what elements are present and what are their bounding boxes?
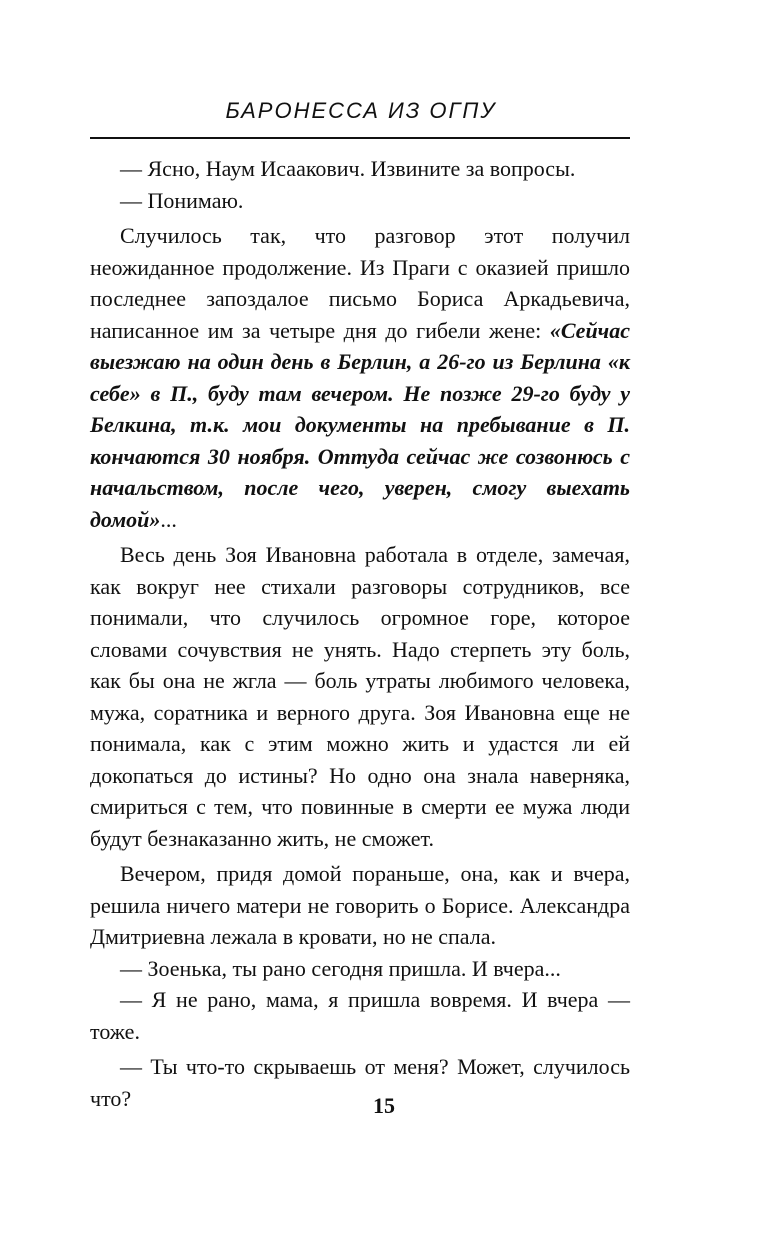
paragraph: — Ясно, Наум Исаакович. Извините за вопросы. bbox=[120, 156, 576, 181]
header-rule bbox=[90, 137, 630, 139]
paragraph: Весь день Зоя Ивановна работала в отделе, замечая, как вокруг нее стихали разговоры сотрудников, все понимали, что случилось огромное горе, которое словами сочувствия не унять. Надо стерпеть эту боль, как бы она не жгла — боль утраты любимого человека, мужа, соратника и верного друга. Зоя Ивановна еще не понимала, как с этим можно жить и удастся ли ей докопаться до истины? Но одно она знала наверняка, смириться с тем, что повинные в смерти ее мужа люди будут безнаказанно жить, не сможет. bbox=[90, 542, 630, 851]
paragraph bbox=[90, 220, 630, 535]
paragraph-text: Случилось так, что разговор этот получил неожиданное продолжение. Из Праги с оказией пришло последнее запоздалое письмо Бориса Аркадьевича, написанное им за четыре дня до гибели жене: bbox=[90, 223, 630, 343]
paragraph: — Понимаю. bbox=[120, 187, 244, 213]
paragraph: Вечером, придя домой пораньше, она, как и вчера, решила ничего матери не говорить о Борисе. Александра Дмитриевна лежала в кровати, но не спала. bbox=[90, 861, 630, 949]
quoted-letter: «Сейчас выезжаю на один день в Берлин, а 26-го из Берлина «к себе» в П., буду там вечером. Не позже 29-го буду у Белкина, т.к. мои документы на пребывание в П. кончаются 30 ноября. Оттуда сейчас же созвонюсь с начальством, после чего, уверен, смогу выехать домой» bbox=[90, 317, 630, 532]
page-body bbox=[90, 153, 630, 1114]
paragraph: — Зоенька, ты рано сегодня пришла. И вчера... bbox=[120, 955, 561, 981]
paragraph: — Я не рано, мама, я пришла вовремя. И вчера — тоже. bbox=[90, 987, 630, 1044]
page-number: 15 bbox=[373, 1093, 395, 1118]
paragraph-tail: ... bbox=[160, 506, 177, 532]
running-title: БАРОНЕССА ИЗ ОГПУ bbox=[225, 98, 497, 123]
paragraph: — Ты что-то скрываешь от меня? Может, случилось что? bbox=[90, 1054, 630, 1111]
